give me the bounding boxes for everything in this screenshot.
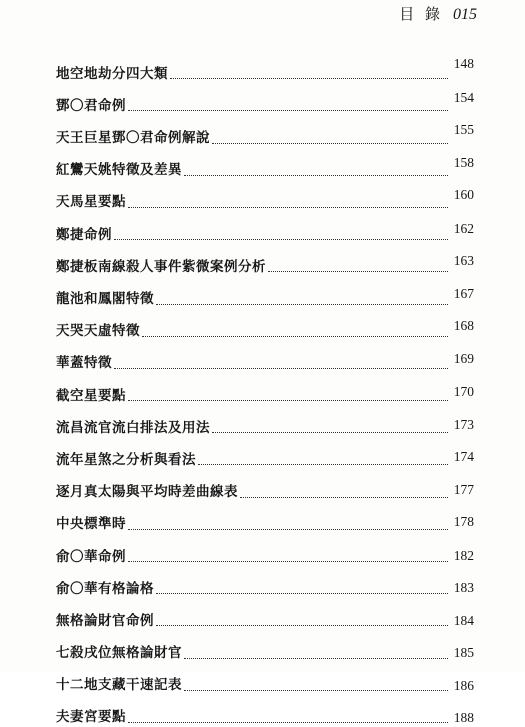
toc-entry-page: 168: [453, 318, 474, 334]
dot-leader: [128, 206, 448, 208]
toc-entry: [56, 630, 474, 662]
dot-leader: [114, 367, 448, 369]
toc-entry: [56, 212, 474, 244]
page-header: [399, 3, 477, 24]
toc-entry-page: 169: [453, 351, 474, 367]
toc-entry-page: 182: [453, 547, 474, 563]
dot-leader: [184, 657, 448, 659]
toc-entry-page: 155: [453, 122, 474, 138]
dot-leader: [114, 238, 448, 240]
dot-leader: [268, 270, 448, 272]
toc-entry-title: 華蓋特徵: [56, 355, 112, 372]
toc-entry-page: 154: [453, 89, 474, 105]
toc-entry: [56, 341, 474, 373]
toc-entry: [56, 695, 474, 727]
toc-entry-title: 俞〇華命例: [56, 548, 126, 565]
dot-leader: [128, 560, 448, 562]
toc-entry: [56, 180, 474, 212]
toc-entry-title: 無格論財官命例: [56, 612, 154, 629]
dot-leader: [212, 142, 448, 144]
toc-entry-page: 163: [453, 252, 474, 268]
dot-leader: [198, 463, 448, 465]
page-number: 015: [453, 6, 477, 23]
toc-entry-page: 167: [453, 286, 474, 301]
toc-entry-page: 158: [453, 155, 474, 171]
table-of-contents: [56, 51, 474, 727]
toc-entry: [56, 566, 474, 598]
toc-entry-title: 俞〇華有格論格: [56, 580, 154, 597]
toc-entry-title: 七殺戌位無格論財官: [56, 645, 182, 662]
dot-leader: [184, 174, 448, 176]
toc-entry: [56, 309, 474, 341]
toc-entry-title: 鄭捷板南線殺人事件紫微案例分析: [56, 258, 266, 275]
toc-entry: [56, 276, 474, 308]
toc-entry-title: 流年星煞之分析與看法: [56, 451, 196, 468]
dot-leader: [142, 335, 448, 337]
toc-entry-title: 天馬星要點: [56, 194, 126, 211]
toc-entry-page: 177: [453, 482, 474, 498]
toc-entry: [56, 437, 474, 469]
toc-entry: [56, 148, 474, 180]
toc-entry: [56, 502, 474, 534]
toc-entry-page: 178: [453, 514, 474, 530]
toc-entry: [56, 663, 474, 695]
toc-entry-title: 中央標準時: [56, 516, 126, 533]
toc-entry-page: 174: [453, 448, 474, 464]
toc-entry-title: 十二地支藏干速記表: [56, 677, 182, 694]
toc-entry: [56, 373, 474, 405]
toc-entry: [56, 534, 474, 566]
toc-entry-title: 鄭捷命例: [56, 226, 112, 243]
toc-entry-page: 160: [453, 187, 474, 203]
toc-entry-title: 夫妻宮要點: [56, 709, 126, 726]
toc-entry-page: 170: [453, 383, 474, 399]
dot-leader: [156, 624, 448, 626]
dot-leader: [170, 77, 448, 79]
toc-entry-title: 天王巨星鄧〇君命例解說: [56, 130, 210, 147]
toc-entry-title: 紅鸞天姚特徵及差異: [56, 162, 182, 179]
toc-entry-page: 173: [453, 416, 474, 432]
dot-leader: [156, 592, 448, 594]
header-label: 目 錄: [399, 5, 443, 23]
toc-entry-title: 逐月真太陽與平均時差曲線表: [56, 484, 238, 501]
toc-entry-page: 186: [453, 678, 474, 694]
dot-leader: [184, 689, 448, 691]
dot-leader: [156, 303, 448, 305]
toc-entry-page: 148: [453, 55, 474, 71]
toc-entry: [56, 51, 474, 83]
toc-entry-page: 183: [453, 579, 474, 595]
toc-entry-title: 龍池和鳳閣特徵: [56, 291, 154, 307]
dot-leader: [212, 431, 448, 433]
toc-entry-title: 天哭天虛特徵: [56, 323, 140, 340]
toc-entry: [56, 83, 474, 115]
toc-entry: [56, 405, 474, 437]
dot-leader: [240, 496, 448, 498]
toc-entry-title: 地空地劫分四大類: [56, 65, 168, 82]
toc-entry: [56, 115, 474, 147]
toc-entry-page: 185: [453, 645, 474, 661]
toc-entry-title: 截空星要點: [56, 387, 126, 404]
toc-entry-page: 162: [453, 220, 474, 236]
toc-entry-page: 184: [453, 612, 474, 628]
dot-leader: [128, 399, 448, 401]
dot-leader: [128, 721, 448, 723]
toc-entry: [56, 598, 474, 630]
toc-entry: [56, 469, 474, 501]
toc-entry-page: 188: [453, 710, 474, 726]
toc-entry-title: 流昌流官流白排法及用法: [56, 419, 210, 436]
toc-entry: [56, 244, 474, 276]
toc-entry-title: 鄧〇君命例: [56, 97, 126, 114]
dot-leader: [128, 528, 448, 530]
dot-leader: [128, 109, 448, 111]
